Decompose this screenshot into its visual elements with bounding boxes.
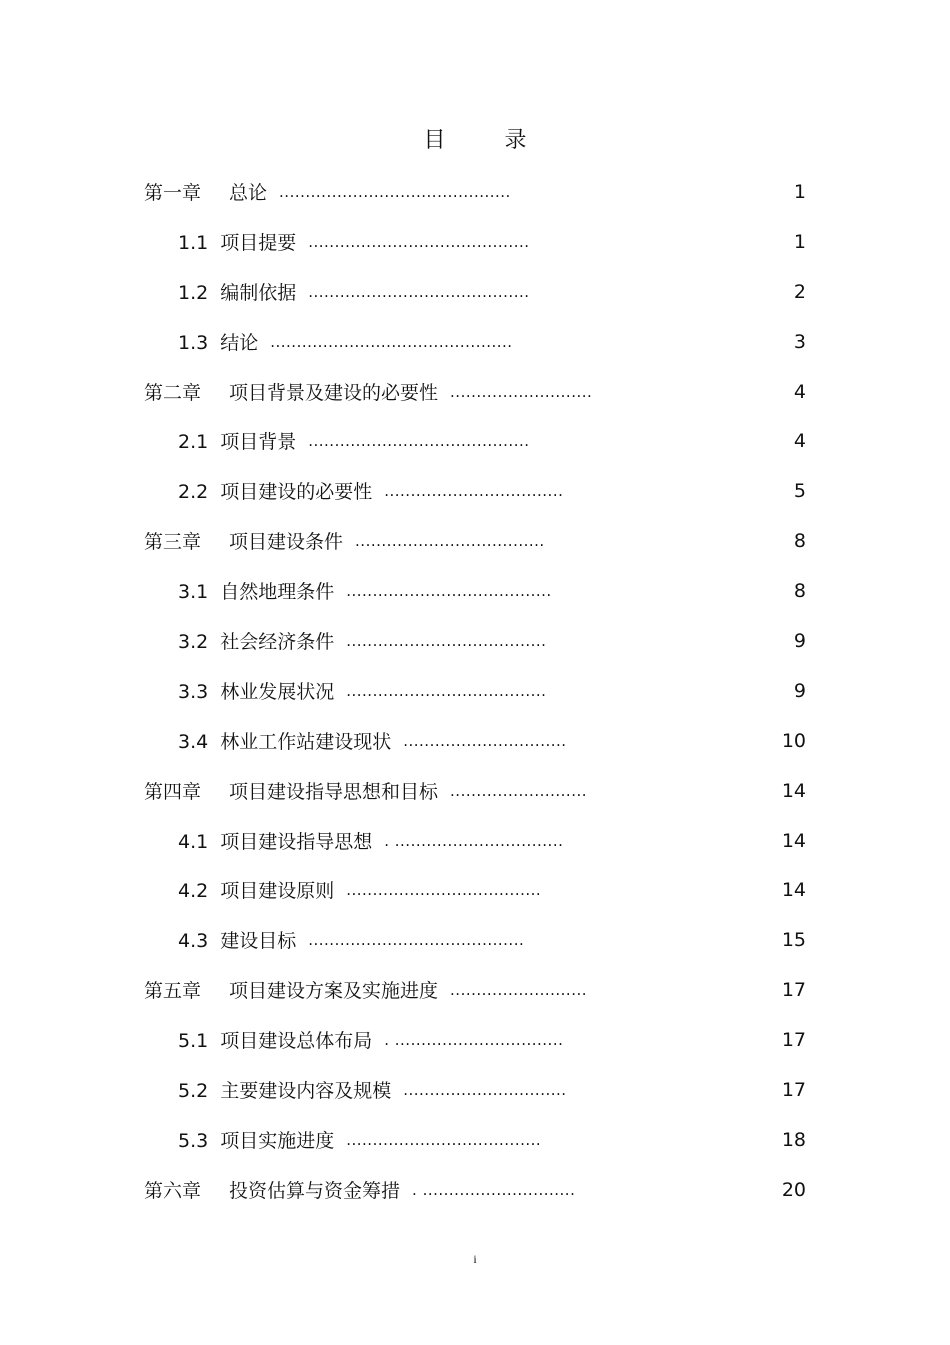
toc-chapter-entry[interactable] xyxy=(0,970,950,1020)
toc-entry-text xyxy=(178,571,552,612)
toc-entry-number: 第一章 xyxy=(144,182,202,204)
toc-dot-leader: ......................................... xyxy=(308,931,525,950)
toc-entry-text xyxy=(178,421,530,462)
toc-entry-label: 项目背景及建设的必要性 xyxy=(229,381,439,404)
toc-entry-number: 第二章 xyxy=(144,381,202,404)
toc-entry-label: 结论 xyxy=(220,331,259,354)
toc-page-number: 1 xyxy=(793,230,806,253)
toc-section-entry[interactable] xyxy=(0,471,950,521)
toc-dot-leader: ....................................... xyxy=(346,582,552,601)
toc-entry-text xyxy=(178,920,524,961)
toc-dot-leader: ........................... xyxy=(450,382,593,401)
toc-page-number: 10 xyxy=(781,729,806,752)
toc-entry-text xyxy=(144,372,592,413)
toc-dot-leader: .................................... xyxy=(355,532,545,551)
toc-entry-number: 2.1 xyxy=(178,431,209,454)
toc-entry-label: 主要建设内容及规模 xyxy=(220,1080,392,1103)
toc-chapter-entry[interactable] xyxy=(0,172,950,222)
toc-entry-label: 建设目标 xyxy=(220,930,297,953)
toc-entry-text xyxy=(144,771,587,812)
toc-page-number: 14 xyxy=(781,879,806,902)
toc-dot-leader: ...................................... xyxy=(346,681,547,700)
toc-entry-label: 林业发展状况 xyxy=(220,680,335,703)
toc-dot-leader: ..................................... xyxy=(346,881,542,900)
toc-entry-number: 第四章 xyxy=(144,780,202,803)
toc-entry-number: 第五章 xyxy=(144,980,202,1003)
toc-entry-number: 4.1 xyxy=(178,830,209,853)
toc-page-number: 14 xyxy=(781,829,806,852)
toc-entry-label: 自然地理条件 xyxy=(220,581,335,604)
toc-entry-text xyxy=(144,1170,575,1211)
toc-entry-label: 社会经济条件 xyxy=(220,631,335,654)
toc-entry-number: 1.3 xyxy=(178,331,209,354)
toc-page-number: 2 xyxy=(793,280,806,303)
toc-section-entry[interactable] xyxy=(0,222,950,272)
toc-entry-number: 2.2 xyxy=(178,481,209,504)
toc-dot-leader: ............................................ xyxy=(279,183,511,201)
toc-entry-text xyxy=(178,1070,567,1111)
toc-section-entry[interactable] xyxy=(0,621,950,671)
toc-entry-number: 3.1 xyxy=(178,581,209,604)
toc-entry-number: 3.4 xyxy=(178,730,209,753)
toc-entry-text xyxy=(144,970,587,1011)
toc-page-number: 17 xyxy=(781,1079,806,1102)
page-footer-number: i xyxy=(473,1252,477,1266)
toc-entry-number: 第三章 xyxy=(144,531,202,554)
toc-entry-number: 5.2 xyxy=(178,1080,209,1103)
toc-entry-label: 项目建设条件 xyxy=(229,531,344,554)
toc-entry-label: 项目背景 xyxy=(220,431,297,454)
toc-dot-leader: .......................................... xyxy=(308,282,530,301)
toc-section-entry[interactable] xyxy=(0,870,950,920)
toc-entry-text xyxy=(178,870,541,911)
toc-entry-label: 项目实施进度 xyxy=(220,1129,335,1152)
toc-entry-number: 3.3 xyxy=(178,680,209,703)
toc-entry-label: 编制依据 xyxy=(220,281,297,304)
toc-entry-label: 项目建设方案及实施进度 xyxy=(229,980,439,1003)
toc-entry-label: 项目建设的必要性 xyxy=(220,481,373,504)
toc-section-entry[interactable] xyxy=(0,272,950,322)
toc-entry-number: 3.2 xyxy=(178,631,209,654)
toc-entry-text xyxy=(178,1020,563,1061)
toc-entry-text xyxy=(178,471,563,512)
toc-entry-label: 项目建设原则 xyxy=(220,880,335,903)
toc-dot-leader: .................................. xyxy=(384,482,564,501)
toc-page-number: 5 xyxy=(793,480,806,503)
toc-entry-number: 5.3 xyxy=(178,1129,209,1152)
toc-chapter-entry[interactable] xyxy=(0,1170,950,1220)
toc-chapter-entry[interactable] xyxy=(0,521,950,571)
toc-section-entry[interactable] xyxy=(0,1020,950,1070)
toc-list xyxy=(0,172,950,1220)
toc-entry-text xyxy=(144,521,545,562)
toc-dot-leader: .......................... xyxy=(450,781,588,800)
toc-page-number: 17 xyxy=(781,979,806,1002)
toc-page-number: 15 xyxy=(781,929,806,952)
toc-section-entry[interactable] xyxy=(0,1070,950,1120)
toc-section-entry[interactable] xyxy=(0,421,950,471)
toc-page-number: 8 xyxy=(793,580,806,603)
toc-page-number: 18 xyxy=(781,1128,806,1151)
toc-page-number: 4 xyxy=(793,430,806,453)
toc-page-number: 4 xyxy=(793,380,806,403)
toc-dot-leader: . ............................. xyxy=(412,1180,576,1199)
toc-entry-number: 4.3 xyxy=(178,930,209,953)
toc-entry-text xyxy=(178,322,513,363)
toc-entry-text xyxy=(178,621,546,662)
toc-dot-leader: .............................................. xyxy=(270,332,513,351)
toc-title: 目 录 xyxy=(423,128,553,153)
toc-dot-leader: .......................................... xyxy=(308,232,530,251)
toc-entry-number: 1.2 xyxy=(178,281,209,304)
toc-dot-leader: ..................................... xyxy=(346,1130,542,1149)
toc-entry-text xyxy=(178,721,567,762)
toc-page-number: 1 xyxy=(793,181,806,203)
toc-chapter-entry[interactable] xyxy=(0,372,950,422)
toc-dot-leader: . ................................ xyxy=(384,1031,564,1050)
toc-page-number: 14 xyxy=(781,779,806,802)
toc-entry-text xyxy=(178,671,546,712)
toc-dot-leader: .......................... xyxy=(450,981,588,1000)
toc-entry-text xyxy=(178,272,530,313)
toc-section-entry[interactable] xyxy=(0,1120,950,1170)
toc-chapter-entry[interactable] xyxy=(0,771,950,821)
toc-page-number: 8 xyxy=(793,530,806,553)
toc-entry-text xyxy=(144,172,511,213)
toc-page-number: 20 xyxy=(781,1178,806,1201)
toc-section-entry[interactable] xyxy=(0,322,950,372)
toc-section-entry[interactable] xyxy=(0,671,950,721)
toc-entry-text xyxy=(178,1120,541,1161)
toc-entry-number: 第六章 xyxy=(144,1179,202,1202)
toc-dot-leader: . ................................ xyxy=(384,831,564,850)
toc-page-number: 3 xyxy=(793,330,806,353)
toc-entry-label: 总论 xyxy=(229,182,268,204)
toc-entry-number: 1.1 xyxy=(178,231,209,254)
toc-page-number: 9 xyxy=(793,679,806,702)
toc-entry-label: 项目建设总体布局 xyxy=(220,1030,373,1053)
toc-dot-leader: ...................................... xyxy=(346,632,547,651)
toc-entry-number: 4.2 xyxy=(178,880,209,903)
toc-page-number: 9 xyxy=(793,630,806,653)
toc-page-number: 17 xyxy=(781,1029,806,1052)
toc-entry-text xyxy=(178,821,563,862)
toc-dot-leader: ............................... xyxy=(403,1081,567,1100)
toc-entry-label: 林业工作站建设现状 xyxy=(220,730,392,753)
toc-entry-label: 项目建设指导思想 xyxy=(220,830,373,853)
toc-entry-number: 5.1 xyxy=(178,1030,209,1053)
toc-section-entry[interactable] xyxy=(0,821,950,871)
toc-dot-leader: ............................... xyxy=(403,731,567,750)
toc-dot-leader: .......................................... xyxy=(308,432,530,451)
toc-entry-label: 项目提要 xyxy=(220,231,297,254)
toc-entry-label: 投资估算与资金筹措 xyxy=(229,1179,401,1202)
toc-section-entry[interactable] xyxy=(0,721,950,771)
toc-entry-label: 项目建设指导思想和目标 xyxy=(229,780,439,803)
toc-section-entry[interactable] xyxy=(0,920,950,970)
toc-entry-text xyxy=(178,222,530,263)
toc-section-entry[interactable] xyxy=(0,571,950,621)
